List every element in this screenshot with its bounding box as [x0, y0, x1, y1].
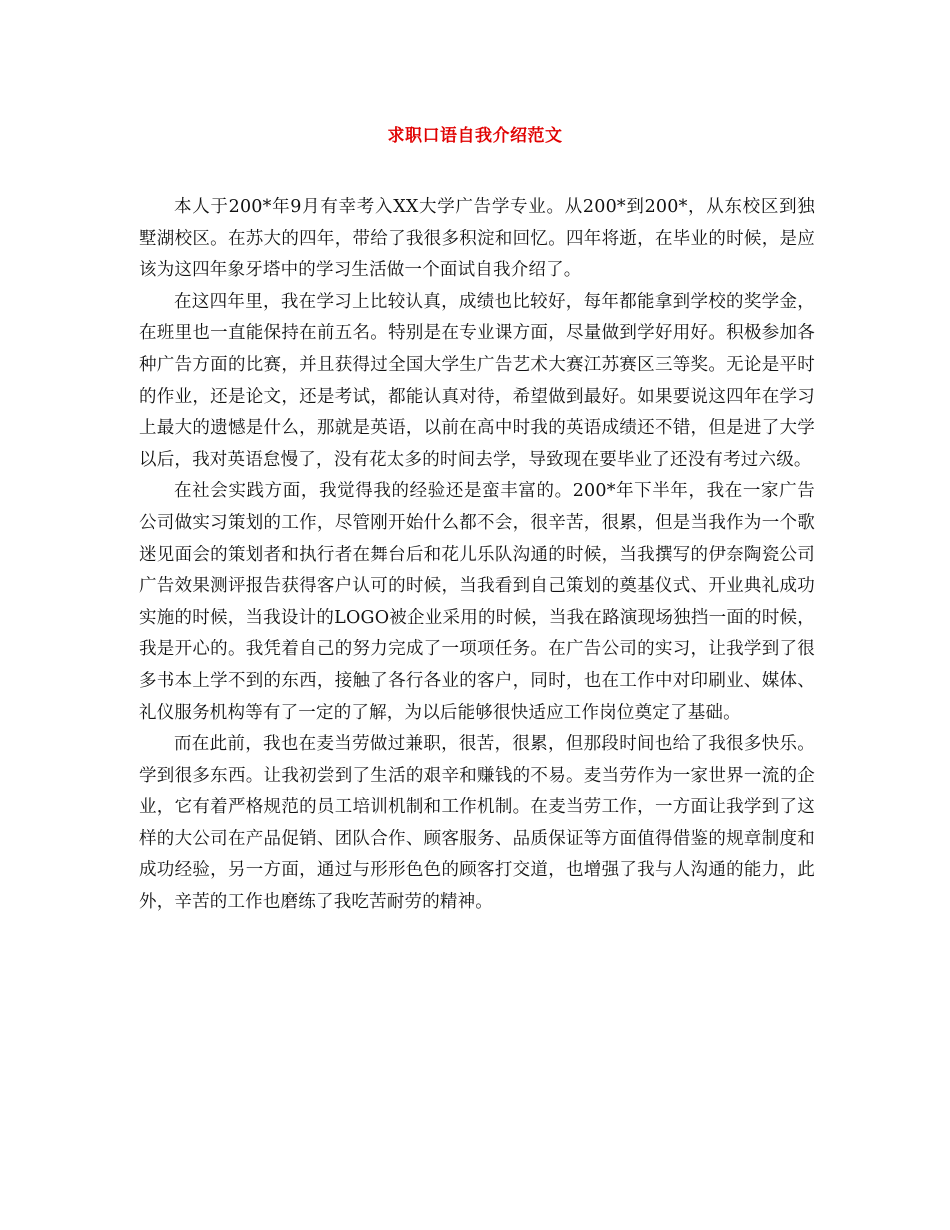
- paragraph-2: 在这四年里，我在学习上比较认真，成绩也比较好，每年都能拿到学校的奖学金，在班里也一直能保持在前五名。特别是在专业课方面，尽量做到学好用好。积极参加各种广告方面的比赛，并且获得过全国大学生广告艺术大赛江苏赛区三等奖。无论是平时的作业，还是论文，还是考试，都能认真对待，希望做到最好。如果要说这四年在学习上最大的遗憾是什么，那就是英语，以前在高中时我的英语成绩还不错，但是进了大学以后，我对英语怠慢了，没有花太多的时间去学，导致现在要毕业了还没有考过六级。: [139, 291, 815, 470]
- document-title: 求职口语自我介绍范文: [387, 126, 563, 146]
- document-body: [139, 192, 815, 919]
- paragraph-3: 在社会实践方面，我觉得我的经验还是蛮丰富的。200*年下半年，我在一家广告公司做实习策划的工作，尽管刚开始什么都不会，很辛苦，很累，但是当我作为一个歌迷见面会的策划者和执行者在舞台后和花儿乐队沟通的时候，当我撰写的伊奈陶瓷公司广告效果测评报告获得客户认可的时候，当我看到自己策划的奠基仪式、开业典礼成功实施的时候，当我设计的LOGO被企业采用的时候，当我在路演现场独挡一面的时候，我是开心的。我凭着自己的努力完成了一项项任务。在广告公司的实习，让我学到了很多书本上学不到的东西，接触了各行各业的客户，同时，也在工作中对印刷业、媒体、礼仪服务机构等有了一定的了解，为以后能够很快适应工作岗位奠定了基础。: [139, 481, 815, 723]
- paragraph-4: 而在此前，我也在麦当劳做过兼职，很苦，很累，但那段时间也给了我很多快乐。学到很多东西。让我初尝到了生活的艰辛和赚钱的不易。麦当劳作为一家世界一流的企业，它有着严格规范的员工培训机制和工作机制。在麦当劳工作，一方面让我学到了这样的大公司在产品促销、团队合作、顾客服务、品质保证等方面值得借鉴的规章制度和成功经验，另一方面，通过与形形色色的顾客打交道，也增强了我与人沟通的能力，此外，辛苦的工作也磨练了我吃苦耐劳的精神。: [139, 734, 815, 913]
- paragraph-1: 本人于200*年9月有幸考入XX大学广告学专业。从200*到200*，从东校区到独墅湖校区。在苏大的四年，带给了我很多积淀和回忆。四年将逝，在毕业的时候，是应该为这四年象牙塔中的学习生活做一个面试自我介绍了。: [139, 197, 815, 281]
